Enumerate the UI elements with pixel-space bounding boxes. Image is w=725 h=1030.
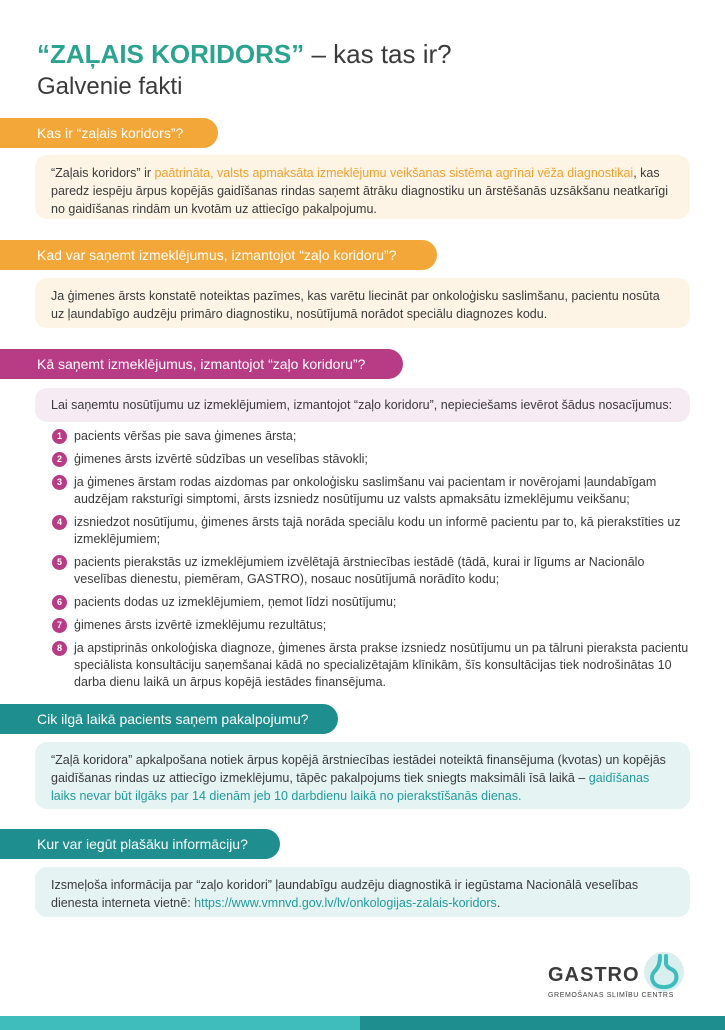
duration-text-highlight: gaidīšanas laiks nevar būt ilgāks par 14 dienām jeb 10 darbdienu laikā no pierakstīšanās dienas. bbox=[51, 771, 650, 803]
list-item bbox=[52, 554, 692, 588]
step-text: ģimenes ārsts izvērtē izmeklējumu rezultātus; bbox=[74, 618, 327, 632]
when-text: Ja ģimenes ārsts konstatē noteiktas pazīmes, kas varētu liecināt par onkoloģisku saslimšanu, pacientu nosūta uz ļaundabīgo audzēju primāro diagnostiku, nosūtījumā norādot speciālu diagnozes kodu. bbox=[51, 289, 660, 321]
more-info-text-end: . bbox=[496, 896, 501, 910]
section-heading-how: Kā saņemt izmeklējumus, izmantojot “zaļo koridoru”? bbox=[0, 349, 403, 379]
step-number-badge: 2 bbox=[52, 452, 67, 467]
section-box-when bbox=[35, 278, 690, 328]
logo-tagline: GREMOŠANAS SLIMĪBU CENTRS bbox=[548, 992, 674, 999]
title-rest: – kas tas ir? bbox=[304, 39, 452, 69]
list-item bbox=[52, 514, 692, 548]
section-box-how-intro bbox=[35, 388, 690, 422]
step-number-badge: 8 bbox=[52, 641, 67, 656]
bottom-bar-dark-segment bbox=[360, 1016, 725, 1030]
gastro-logo bbox=[548, 950, 698, 1000]
more-info-link[interactable]: https://www.vmnvd.gov.lv/lv/onkologijas-zalais-koridors bbox=[194, 896, 497, 910]
list-item bbox=[52, 594, 692, 611]
step-text: pacients pierakstās uz izmeklējumiem izvēlētajā ārstniecības iestādē (tādā, kurai ir līgums ar Nacionālo veselības dienestu, piemēram, GASTRO), nosauc nosūtījumā norādīto kodu; bbox=[74, 555, 645, 586]
what-text-highlight: paātrināta, valsts apmaksāta izmeklējumu veikšanas sistēma agrīnai vēža diagnostikai bbox=[154, 166, 634, 180]
step-number-badge: 3 bbox=[52, 475, 67, 490]
section-heading-duration: Cik ilgā laikā pacients saņem pakalpojumu? bbox=[0, 704, 338, 734]
page-subtitle: Galvenie fakti bbox=[37, 73, 183, 100]
section-heading-more-info: Kur var iegūt plašāku informāciju? bbox=[0, 829, 280, 859]
what-text-b: , kas paredz iespēju ārpus kopējās gaidīšanas rindas saņemt ātrāku diagnostiku un ārstēšanās uzsākšanu neatkarīgi no gaidīšanas rindām un kvotām uz attiecīgo pakalpojumu. bbox=[51, 166, 669, 216]
list-item bbox=[52, 640, 692, 691]
section-box-more-info bbox=[35, 867, 690, 917]
step-text: pacients vēršas pie sava ģimenes ārsta; bbox=[74, 429, 297, 443]
step-text: pacients dodas uz izmeklējumiem, ņemot līdzi nosūtījumu; bbox=[74, 595, 397, 609]
section-heading-when: Kad var saņemt izmeklējumus, izmantojot “zaļo koridoru”? bbox=[0, 240, 437, 270]
section-box-duration bbox=[35, 742, 690, 809]
step-text: ja apstiprinās onkoloģiska diagnoze, ģimenes ārsta prakse izsniedz nosūtījumu un pa tālruni pieraksta pacientu speciālista konsultāciju saņemšanai kādā no specializētajām klīnikām, šīs konsultācijas tiek nodrošinātas 10 darba dienu laikā un ārpus kopējā iestādes finansējuma. bbox=[74, 641, 689, 689]
step-number-badge: 4 bbox=[52, 515, 67, 530]
how-intro-text: Lai saņemtu nosūtījumu uz izmeklējumiem, izmantojot “zaļo koridoru”, nepieciešams ievērot šādus nosacījumus: bbox=[51, 398, 673, 412]
more-info-text: Izsmeļoša informācija par “zaļo koridori” ļaundabīgu audzēju diagnostikā ir iegūstama Nacionālā veselības dienesta interneta vietnē: bbox=[51, 878, 639, 910]
stomach-icon bbox=[638, 950, 690, 994]
title-accent: “ZAĻAIS KORIDORS” bbox=[37, 39, 305, 69]
what-text-a: “Zaļais koridors” ir bbox=[51, 166, 155, 180]
bottom-color-bar bbox=[0, 1016, 725, 1030]
bottom-bar-light-segment bbox=[0, 1016, 360, 1030]
logo-name: GASTRO bbox=[548, 964, 640, 986]
list-item bbox=[52, 428, 692, 445]
steps-list bbox=[52, 428, 692, 697]
section-box-what bbox=[35, 155, 690, 219]
step-text: ģimenes ārsts izvērtē sūdzības un veselības stāvokli; bbox=[74, 452, 368, 466]
step-text: izsniedzot nosūtījumu, ģimenes ārsts tajā norāda speciālu kodu un informē pacientu par to, kā pierakstīties uz izmeklējumiem; bbox=[74, 515, 681, 546]
step-number-badge: 5 bbox=[52, 555, 67, 570]
list-item bbox=[52, 617, 692, 634]
list-item bbox=[52, 474, 692, 508]
step-number-badge: 6 bbox=[52, 595, 67, 610]
step-number-badge: 1 bbox=[52, 429, 67, 444]
step-number-badge: 7 bbox=[52, 618, 67, 633]
page-title bbox=[37, 38, 452, 70]
step-text: ja ģimenes ārstam rodas aizdomas par onkoloģisku saslimšanu vai pacientam ir novērojami ļaundabīgam audzējam raksturīgi simptomi, ārsts izsniedz nosūtījumu uz valsts apmaksātu izmeklējumu veikšanu; bbox=[74, 475, 657, 506]
section-heading-what: Kas ir “zaļais koridors”? bbox=[0, 118, 218, 148]
duration-text-a: “Zaļā koridora” apkalpošana notiek ārpus kopējā ārstniecības iestādei noteiktā finansējuma (kvotas) un kopējās gaidīšanas rindas uz attiecīgo izmeklējumu, tāpēc pakalpojums tiek sniegts maksimāli īsā laikā – bbox=[51, 753, 666, 785]
list-item bbox=[52, 451, 692, 468]
